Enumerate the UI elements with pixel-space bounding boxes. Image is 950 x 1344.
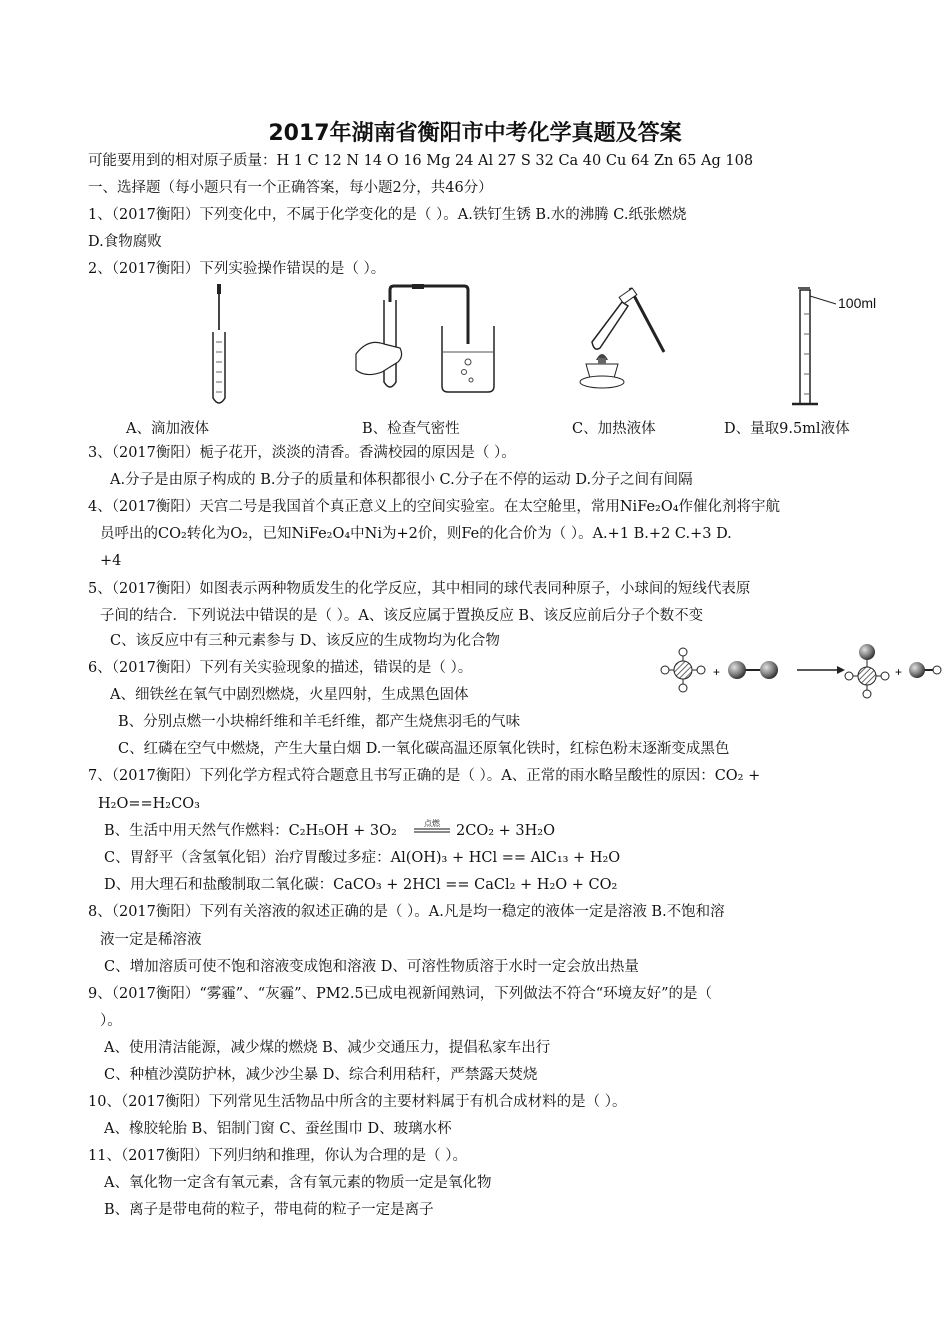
question-7-option-c: C、胃舒平（含氢氧化铝）治疗胃酸过多症：Al(OH)₃ + HCl == AlC₁₃ + H₂O [104,850,621,866]
question-7-option-d: D、用大理石和盐酸制取二氧化碳：CaCO₃ + 2HCl == CaCl₂ + H₂O + CO₂ [104,877,618,893]
question-3-options: A.分子是由原子构成的 B.分子的质量和体积都很小 C.分子在不停的运动 D.分子之间有间隔 [110,472,693,488]
question-7: 7、（2017衡阳）下列化学方程式符合题意且书写正确的是（ ）。A、正常的雨水略呈酸性的原因：CO₂ + [88,768,761,784]
caption-c: C、加热液体 [572,421,656,437]
question-9: 9、（2017衡阳）“雾霾”、“灰霾”、PM2.5已成电视新闻熟词，下列做法不符合“环境友好”的是（ [88,986,713,1002]
question-5: 5、（2017衡阳）如图表示两种物质发生的化学反应，其中相同的球代表同种原子，小球间的短线代表原 [88,581,751,597]
question-3: 3、（2017衡阳）栀子花开，淡淡的清香。香满校园的原因是（ ）。 [88,445,516,461]
question-1-cont: D.食物腐败 [88,234,162,250]
ignite-condition [412,818,452,834]
question-8-cont: 液一定是稀溶液 [100,932,202,948]
caption-a: A、滴加液体 [126,421,209,437]
cylinder-label: 100ml [838,295,877,311]
plus-sign-2: + [895,665,903,679]
question-9-options-cd: C、种植沙漠防护林，减少沙尘暴 D、综合利用秸秆，严禁露天焚烧 [104,1067,538,1083]
question-5-cont: 子间的结合．下列说法中错误的是（ ）。A、该反应属于置换反应 B、该反应前后分子个数不变 [100,608,704,624]
question-7-option-b-product: 2CO₂ + 3H₂O [456,823,555,839]
plus-sign: + [713,665,721,679]
heating-figure [572,282,672,390]
question-11-option-a: A、氧化物一定含有氧元素，含有氧元素的物质一定是氧化物 [104,1175,492,1191]
question-11: 11、（2017衡阳）下列归纳和推理，你认为合理的是（ ）。 [88,1148,467,1164]
question-8-options: C、增加溶质可使不饱和溶液变成饱和溶液 D、可溶性物质溶于水时一定会放出热量 [104,959,639,975]
question-2: 2、（2017衡阳）下列实验操作错误的是（ ）。 [88,261,386,277]
reaction-diagram [655,640,950,716]
question-4: 4、（2017衡阳）天宫二号是我国首个真正意义上的空间实验室。在太空舱里，常用NiFe₂O₄作催化剂将宇航 [88,499,781,515]
question-8: 8、（2017衡阳）下列有关溶液的叙述正确的是（ ）。A.凡是均一稳定的液体一定是溶液 B.不饱和溶 [88,904,725,920]
page-title: 2017年湖南省衡阳市中考化学真题及答案 [268,121,682,146]
question-6: 6、（2017衡阳）下列有关实验现象的描述，错误的是（ ）。 [88,660,473,676]
question-4-cont2: +4 [100,553,122,569]
question-6-option-a: A、细铁丝在氧气中剧烈燃烧，火星四射，生成黑色固体 [110,687,469,703]
question-4-cont: 员呼出的CO₂转化为O₂，已知NiFe₂O₄中Ni为+2价，则Fe的化合价为（ ）。A.+1 B.+2 C.+3 D. [100,526,732,542]
question-11-option-b: B、离子是带电荷的粒子，带电荷的粒子一定是离子 [104,1202,434,1218]
question-6-option-b: B、分别点燃一小块棉纤维和羊毛纤维，都产生烧焦羽毛的气味 [118,714,521,730]
caption-b: B、检查气密性 [362,421,460,437]
question-9-options-ab: A、使用清洁能源，减少煤的燃烧 B、减少交通压力，提倡私家车出行 [104,1040,551,1056]
section-heading: 一、选择题（每小题只有一个正确答案，每小题2分，共46分） [88,180,493,196]
ignite-label: 点燃 [424,819,440,828]
question-5-options: C、该反应中有三种元素参与 D、该反应的生成物均为化合物 [110,633,500,649]
question-10: 10、（2017衡阳）下列常见生活物品中所含的主要材料属于有机合成材料的是（ ）。 [88,1094,627,1110]
question-1: 1、（2017衡阳）下列变化中，不属于化学变化的是（ ）。A.铁钉生锈 B.水的沸腾 C.纸张燃烧 [88,207,687,223]
atomic-mass-line: 可能要用到的相对原子质量：H 1 C 12 N 14 O 16 Mg 24 Al 27 S 32 Ca 40 Cu 64 Zn 65 Ag 108 [88,153,754,169]
airtightness-figure [352,282,502,394]
question-7-option-b: B、生活中用天然气作燃料：C₂H₅OH + 3O₂ [104,823,397,839]
question-10-options: A、橡胶轮胎 B、铝制门窗 C、蚕丝围巾 D、玻璃水杯 [104,1121,452,1137]
question-6-option-cd: C、红磷在空气中燃烧，产生大量白烟 D.一氧化碳高温还原氧化铁时，红棕色粉末逐渐变成黑色 [118,741,730,757]
question-7-cont: H₂O==H₂CO₃ [98,796,200,812]
graduated-cylinder-figure [786,284,896,412]
question-9-cont: ）。 [100,1013,122,1029]
caption-d: D、量取9.5ml液体 [724,421,850,437]
dropper-figure [200,282,240,410]
